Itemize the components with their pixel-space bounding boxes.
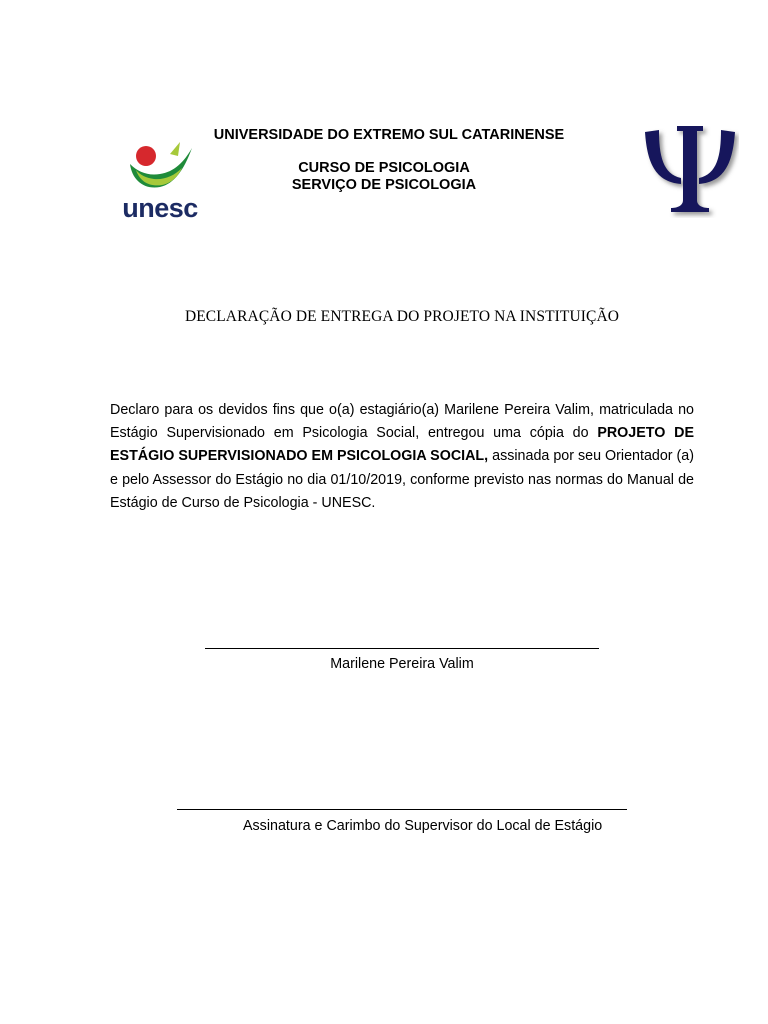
declaration-paragraph (110, 399, 694, 515)
university-name: UNIVERSIDADE DO EXTREMO SUL CATARINENSE (213, 127, 565, 143)
course-name: CURSO DE PSICOLOGIA (298, 160, 470, 176)
student-name: Marilene Pereira Valim (330, 656, 474, 672)
unesc-logo-text: unesc (122, 193, 198, 220)
document-title: DECLARAÇÃO DE ENTREGA DO PROJETO NA INSTITUIÇÃO (184, 308, 620, 325)
declaration-text-part2: assinada por seu Orientador (a) e pelo Assessor do Estágio no dia 01/10/2019, conforme previsto nas normas do Manual de Estágio de Curso de Psicologia - UNESC. (110, 448, 695, 511)
declaration-project-title: PROJETO DE ESTÁGIO SUPERVISIONADO EM PSICOLOGIA SOCIAL, (110, 425, 694, 465)
supervisor-signature-line (177, 809, 627, 810)
supervisor-signature-label: Assinatura e Carimbo do Supervisor do Local de Estágio (243, 818, 603, 834)
declaration-text-part1: Declaro para os devidos fins que o(a) estagiário(a) Marilene Pereira Valim, matriculada no Estágio Supervisionado em Psicologia Social, entregou uma cópia do (110, 402, 694, 442)
student-signature-line (205, 648, 599, 649)
service-name: SERVIÇO DE PSICOLOGIA (291, 177, 477, 193)
